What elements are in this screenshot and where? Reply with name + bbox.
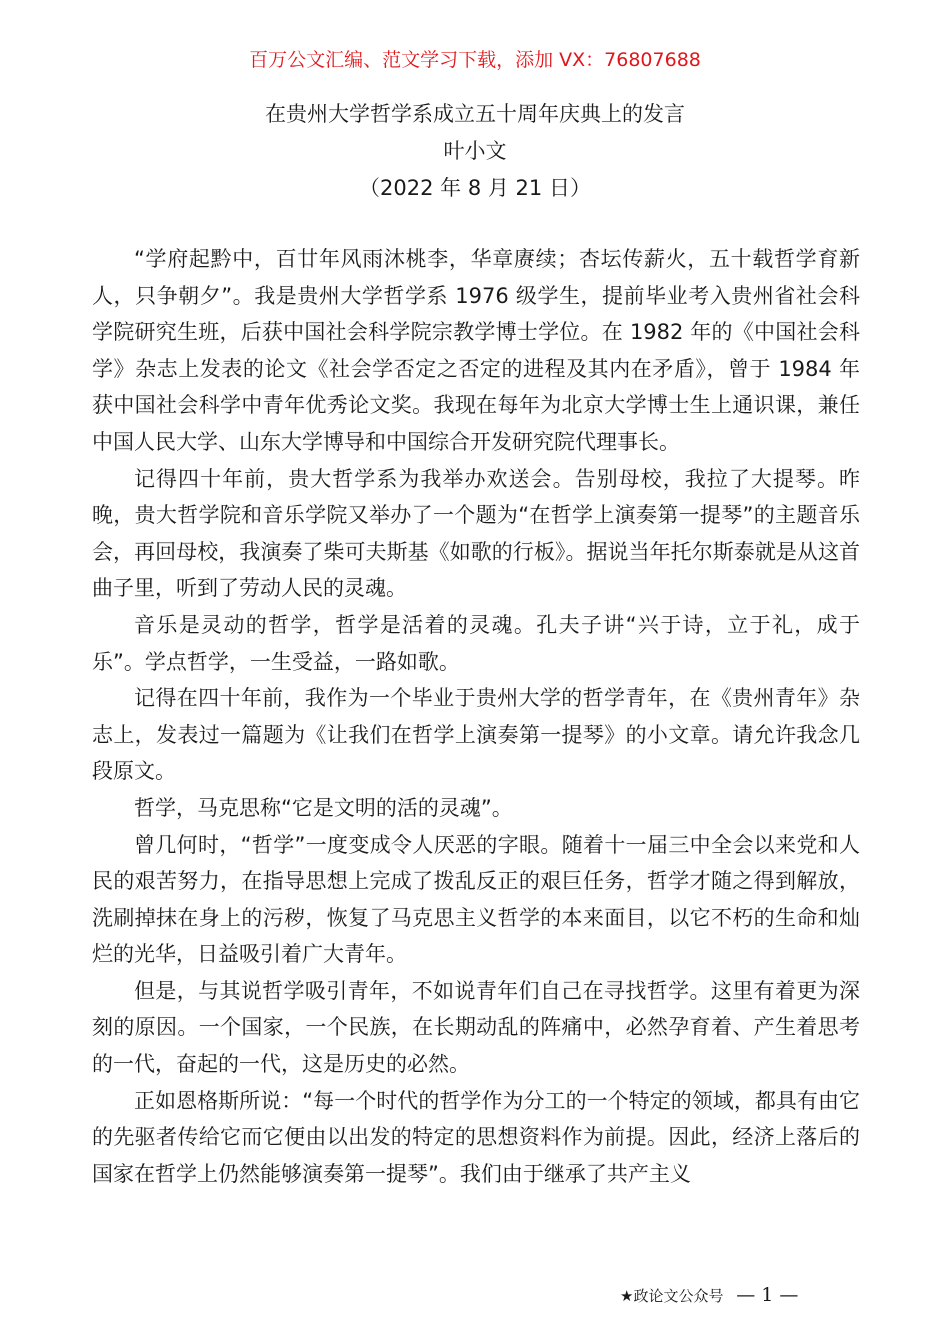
watermark-banner: 百万公文汇编、范文学习下载，添加 VX：76807688 [249,49,701,71]
document-title: 在贵州大学哲学系成立五十周年庆典上的发言 [265,102,685,126]
footer-source: ★政论文公众号 [620,1287,724,1305]
document-header [0,96,950,207]
paragraph: “学府起黔中，百廿年风雨沐桃李，华章赓续；杏坛传薪火，五十载哲学育新人，只争朝夕”。我是贵州大学哲学系 1976 级学生，提前毕业考入贵州省社会科学院研究生班，后获中国社会科学院宗教学博士学位。在 1982 年的《中国社会科学》杂志上发表的论文《社会学否定之否定的进程及其内在矛盾》，曾于 1984 年获中国社会科学中青年优秀论文奖。我现在每年为北京大学博士生上通识课，兼任中国人民大学、山东大学博导和中国综合开发研究院代理事长。 [92,247,860,454]
page-footer [620,1282,798,1309]
page-number: — 1 — [736,1284,799,1306]
paragraph: 曾几何时，“哲学”一度变成令人厌恶的字眼。随着十一届三中全会以来党和人民的艰苦努力，在指导思想上完成了拨乱反正的艰巨任务，哲学才随之得到解放，洗刷掉抹在身上的污秽，恢复了马克思主义哲学的本来面目，以它不朽的生命和灿烂的光华，日益吸引着广大青年。 [92,832,860,967]
paragraph: 记得在四十年前，我作为一个毕业于贵州大学的哲学青年，在《贵州青年》杂志上，发表过一篇题为《让我们在哲学上演奏第一提琴》的小文章。请允许我念几段原文。 [92,686,860,784]
paragraph: 正如恩格斯所说：“每一个时代的哲学作为分工的一个特定的领域，都具有由它的先驱者传给它而它便由以出发的特定的思想资料作为前提。因此，经济上落后的国家在哲学上仍然能够演奏第一提琴”。我们由于继承了共产主义 [92,1088,860,1186]
paragraph: 记得四十年前，贵大哲学系为我举办欢送会。告别母校，我拉了大提琴。昨晚，贵大哲学院和音乐学院又举办了一个题为“在哲学上演奏第一提琴”的主题音乐会，再回母校，我演奏了柴可夫斯基《如歌的行板》。据说当年托尔斯泰就是从这首曲子里，听到了劳动人民的灵魂。 [92,466,860,601]
paragraph: 哲学，马克思称“它是文明的活的灵魂”。 [134,795,513,820]
document-author: 叶小文 [443,139,507,163]
paragraph: 但是，与其说哲学吸引青年，不如说青年们自己在寻找哲学。这里有着更为深刻的原因。一个国家，一个民族，在长期动乱的阵痛中，必然孕育着、产生着思考的一代，奋起的一代，这是历史的必然。 [92,978,860,1077]
document-body [92,241,860,1192]
paragraph: 音乐是灵动的哲学，哲学是活着的灵魂。孔夫子讲“兴于诗，立于礼，成于乐”。学点哲学，一生受益，一路如歌。 [92,612,860,674]
document-date: （2022 年 8 月 21 日） [359,176,591,200]
